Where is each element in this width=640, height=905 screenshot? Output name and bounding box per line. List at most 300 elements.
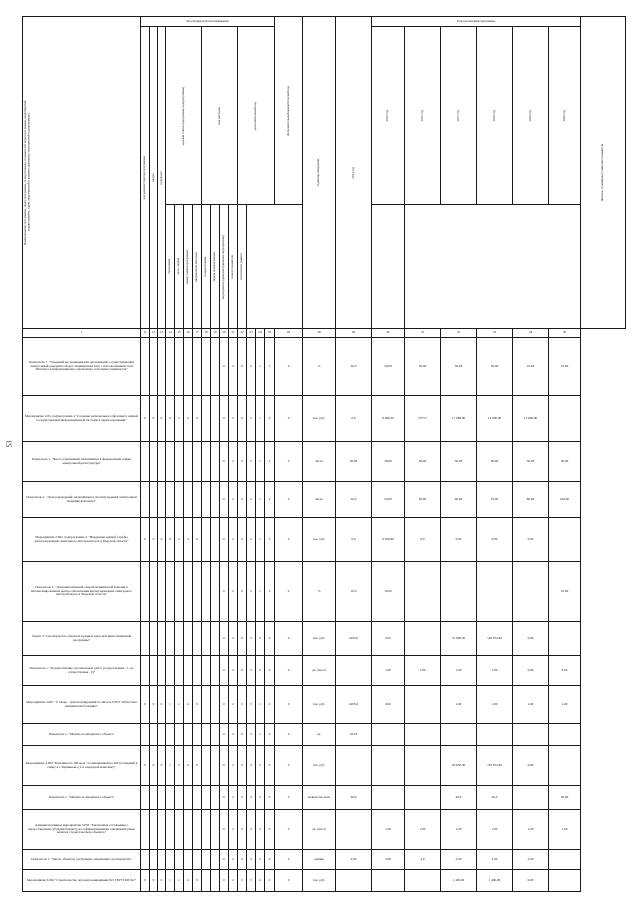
rownum-16: 16 <box>184 329 193 338</box>
row-2018: 20,0 <box>477 786 513 810</box>
row-dop-5: 0 <box>265 686 275 724</box>
header-dop-programma: программа <box>166 205 175 329</box>
row-code-3: 1 <box>166 686 175 724</box>
row-dop-3: 3 <box>247 746 256 786</box>
row-2015: 10,00 <box>372 562 405 622</box>
row-2017: 2,00 <box>441 850 477 870</box>
rownum-19: 19 <box>211 329 220 338</box>
row-2019: 30,00 <box>513 442 549 482</box>
row-unit: единиц <box>303 850 336 870</box>
row-dop-3: 3 <box>247 786 256 810</box>
row-code-2: 0 <box>158 746 166 786</box>
row-code-7 <box>202 656 211 686</box>
row-2019: 80,00 <box>513 482 549 518</box>
row-2017: 1,00 <box>441 686 477 724</box>
row-target <box>549 746 581 786</box>
row-code-2: 0 <box>158 870 166 892</box>
row-2015: 9 950,90 <box>372 518 405 562</box>
row-code-2 <box>158 562 166 622</box>
row-code-4: 2 <box>175 746 184 786</box>
rownum-11: 11 <box>141 329 150 338</box>
row-code-0: 0 <box>141 396 150 442</box>
row-code-4 <box>175 482 184 518</box>
row-2016 <box>405 746 441 786</box>
row-code-2: 0 <box>158 686 166 724</box>
row-code-4 <box>175 850 184 870</box>
row-dop-2: 0 <box>238 396 247 442</box>
row-2016 <box>405 724 441 746</box>
header-code-dop: дополнительный код <box>238 27 275 205</box>
row-2019: 2,00 <box>513 850 549 870</box>
row-code-3 <box>166 562 175 622</box>
rownum-15: 15 <box>175 329 184 338</box>
rownum-29: 29 <box>336 329 372 338</box>
row-2014: 20,0 <box>336 786 372 810</box>
header-year-2020: 2020 год <box>549 27 581 205</box>
table-row <box>23 396 626 442</box>
row-name: Показатель 1. "Осуществление строительных работ (осуществлены - 1, не осуществлены - 0)" <box>23 656 141 686</box>
table-row <box>23 686 626 724</box>
row-code-6 <box>193 562 202 622</box>
row-dop-1: 2 <box>229 746 238 786</box>
header-dop-zadacha: задача подпрограммы <box>211 205 220 329</box>
row-dop-5: 0 <box>265 870 275 892</box>
row-2019: 0,00 <box>513 622 549 656</box>
row-dop-6: 0 <box>275 870 303 892</box>
row-code-5: 4 <box>184 870 193 892</box>
row-dop-3: 3 <box>247 850 256 870</box>
row-code-7 <box>202 482 211 518</box>
row-2018: 12 000,00 <box>477 396 513 442</box>
row-dop-3: 3 <box>247 622 256 656</box>
row-code-0 <box>141 724 150 746</box>
row-dop-1: 2 <box>229 850 238 870</box>
row-dop-6: 0 <box>275 338 303 396</box>
row-unit: число <box>303 442 336 482</box>
row-name: Показатель 7. "Удельный вес медицинских организаций, осуществляющих электронный документооборот медицинских карт с использованием сети Интернет и информационно-справочных сенсорных терминалов" <box>23 338 141 396</box>
row-dop-4: 3 <box>256 850 265 870</box>
row-dop-4: 0 <box>256 622 265 656</box>
row-dop-6: 0 <box>275 810 303 850</box>
row-2017: 1,00 <box>441 656 477 686</box>
row-code-0 <box>141 656 150 686</box>
row-code-4: 2 <box>175 518 184 562</box>
row-dop-5: 3 <box>265 518 275 562</box>
row-dop-6: 0 <box>275 562 303 622</box>
row-code-5: 4 <box>184 746 193 786</box>
row-2014 <box>336 810 372 850</box>
row-code-0 <box>141 810 150 850</box>
row-code-2: 0 <box>158 396 166 442</box>
rownum-22: 22 <box>238 329 247 338</box>
row-name: Показатель 1. "Число учреждений, включённых в федеральный сервис электронной регистратуры" <box>23 442 141 482</box>
row-unit: тыс. руб. <box>303 686 336 724</box>
row-dop-5: 2 <box>265 396 275 442</box>
row-code-1: 9 <box>150 746 158 786</box>
row-2017: 30,00 <box>441 338 477 396</box>
budget-program-table <box>22 16 626 892</box>
row-dop-5: 0 <box>265 786 275 810</box>
header-dop-ispolnenie: исполнение данных <box>238 205 247 329</box>
row-code-2 <box>158 482 166 518</box>
row-code-0: 0 <box>141 746 150 786</box>
row-unit: % <box>303 338 336 396</box>
row-code-0 <box>141 622 150 656</box>
row-code-7 <box>202 396 211 442</box>
rownum-12: 12 <box>150 329 158 338</box>
table-row-numbers <box>23 329 626 338</box>
row-unit: тыс. руб. <box>303 622 336 656</box>
header-dop-nomer-pokazatelya: номер показателя <box>229 205 238 329</box>
header-year-2018: 2018 год <box>477 27 513 205</box>
rownum-13: 13 <box>158 329 166 338</box>
row-2019 <box>513 724 549 746</box>
row-code-8 <box>211 686 220 724</box>
row-2017: 1 400,00 <box>441 870 477 892</box>
row-target: 1,00 <box>549 686 581 724</box>
row-dop-2: 0 <box>238 562 247 622</box>
row-code-6: х <box>193 870 202 892</box>
row-unit: тыс. руб. <box>303 746 336 786</box>
row-2015: 1,00 <box>372 810 405 850</box>
rownum-14: 14 <box>166 329 175 338</box>
row-dop-2: 0 <box>238 622 247 656</box>
row-dop-0: 0 <box>220 482 229 518</box>
row-dop-0: 0 <box>220 850 229 870</box>
row-2017: 26 650,30 <box>441 746 477 786</box>
row-dop-3: 3 <box>247 656 256 686</box>
row-target <box>549 850 581 870</box>
rownum-31: 31 <box>405 329 441 338</box>
row-code-2 <box>158 724 166 746</box>
row-2018: 1 400,00 <box>477 870 513 892</box>
row-dop-0: 0 <box>220 786 229 810</box>
row-2017 <box>441 724 477 746</box>
header-col-name: Наименование программы, задач программы, подпрограммы, показателей задач программы, мероприятий подпрограммы, задач, мероприятий и административных мероприятий подпрограммы <box>23 17 141 329</box>
row-2014 <box>336 746 372 786</box>
row-code-1 <box>150 656 158 686</box>
row-dop-3: 2 <box>247 518 256 562</box>
row-code-4: 2 <box>175 870 184 892</box>
row-dop-6: 0 <box>275 482 303 518</box>
row-2014: 50,0 <box>336 482 372 518</box>
row-dop-1: 2 <box>229 562 238 622</box>
row-dop-4: 1 <box>256 338 265 396</box>
row-2015 <box>372 724 405 746</box>
row-code-4 <box>175 656 184 686</box>
row-dop-3: 2 <box>247 562 256 622</box>
row-target <box>549 518 581 562</box>
row-dop-0: 0 <box>220 338 229 396</box>
row-code-8 <box>211 338 220 396</box>
row-2018: 1,00 <box>477 656 513 686</box>
row-target: 30,00 <box>549 442 581 482</box>
table-row <box>23 870 626 892</box>
row-code-8 <box>211 850 220 870</box>
row-dop-2: 0 <box>238 850 247 870</box>
row-2016 <box>405 686 441 724</box>
row-2016: 7573,7 <box>405 396 441 442</box>
row-dop-0: 0 <box>220 656 229 686</box>
row-dop-6: 0 <box>275 850 303 870</box>
row-target <box>549 870 581 892</box>
row-2019: 12 000,00 <box>513 396 549 442</box>
row-code-4 <box>175 442 184 482</box>
row-2017: 17 086,00 <box>441 396 477 442</box>
header-dop-napravlenie: направление расходов <box>193 205 202 329</box>
row-dop-1: 2 <box>229 724 238 746</box>
row-target <box>549 724 581 746</box>
row-code-7 <box>202 518 211 562</box>
row-dop-4: 0 <box>256 656 265 686</box>
row-2017: 31 090,30 <box>441 622 477 656</box>
row-dop-2: 0 <box>238 518 247 562</box>
row-2015: 50,00 <box>372 338 405 396</box>
row-dop-1: 2 <box>229 338 238 396</box>
rownum-23: 23 <box>247 329 256 338</box>
row-2016 <box>405 786 441 810</box>
row-code-4 <box>175 562 184 622</box>
row-code-3 <box>166 810 175 850</box>
row-2014 <box>336 656 372 686</box>
row-dop-0: 0 <box>220 442 229 482</box>
row-code-5 <box>184 562 193 622</box>
table-row <box>23 850 626 870</box>
row-code-4 <box>175 786 184 810</box>
row-dop-1: 2 <box>229 442 238 482</box>
row-dop-4: 1 <box>256 396 265 442</box>
row-code-3 <box>166 442 175 482</box>
header-code-razdel: раздел <box>150 27 158 329</box>
row-code-8 <box>211 396 220 442</box>
row-dop-3: 3 <box>247 810 256 850</box>
header-code-celevaya: целевая статья (программа, подпрограмма) <box>166 27 202 205</box>
row-2019 <box>513 786 549 810</box>
row-unit: число <box>303 482 336 518</box>
row-dop-2: 0 <box>238 746 247 786</box>
header-group-dop-wide: Дополнительный аналитический код <box>275 17 303 205</box>
row-2015 <box>372 746 405 786</box>
header-dop-nomer-zadachi: номер задачи программы <box>184 205 193 329</box>
rownum-1: 1 <box>23 329 141 338</box>
row-code-6 <box>193 810 202 850</box>
row-dop-6: 0 <box>275 396 303 442</box>
row-code-6 <box>193 850 202 870</box>
row-2017 <box>441 562 477 622</box>
row-code-5 <box>184 656 193 686</box>
row-dop-3: 2 <box>247 338 256 396</box>
row-dop-1: 2 <box>229 810 238 850</box>
header-dop-meropriyatie: мероприятие (административное мероприятие) <box>220 205 229 329</box>
row-dop-1: 2 <box>229 622 238 656</box>
row-code-1 <box>150 482 158 518</box>
rownum-21: 21 <box>229 329 238 338</box>
row-2017: 1,00 <box>441 810 477 850</box>
row-2018: 102 872,60 <box>477 746 513 786</box>
row-2018: 2,00 <box>477 850 513 870</box>
row-code-2 <box>158 786 166 810</box>
header-group-years: Годы реализации программы <box>372 17 581 27</box>
row-2016: 0,0 <box>405 518 441 562</box>
rownum-33: 33 <box>477 329 513 338</box>
row-2019: 1,00 <box>513 810 549 850</box>
row-2017: 30,00 <box>441 442 477 482</box>
row-dop-4: 1 <box>256 686 265 724</box>
row-code-5 <box>184 786 193 810</box>
row-dop-5: 0 <box>265 850 275 870</box>
row-code-7 <box>202 850 211 870</box>
row-dop-6: 0 <box>275 686 303 724</box>
row-code-3: 1 <box>166 870 175 892</box>
row-2016 <box>405 870 441 892</box>
row-dop-4: 1 <box>256 562 265 622</box>
row-2014: 4195,0 <box>336 622 372 656</box>
row-code-2 <box>158 656 166 686</box>
table-row <box>23 562 626 622</box>
row-2016: 50,00 <box>405 482 441 518</box>
row-dop-3: 3 <box>247 724 256 746</box>
header-group-codes: Код-бюджетной классификации <box>141 17 275 27</box>
row-code-1 <box>150 786 158 810</box>
row-2019 <box>513 562 549 622</box>
row-code-3 <box>166 850 175 870</box>
row-2014: 0,0 <box>336 518 372 562</box>
row-code-6 <box>193 338 202 396</box>
row-dop-1: 2 <box>229 482 238 518</box>
row-dop-4: 2 <box>256 786 265 810</box>
row-2019: 0,00 <box>513 518 549 562</box>
row-unit: да-1,нет-0 <box>303 656 336 686</box>
row-dop-1: 2 <box>229 656 238 686</box>
header-year-2014: 2014 год <box>336 17 372 329</box>
row-target: 1,00 <box>549 810 581 850</box>
row-dop-0: 0 <box>220 396 229 442</box>
row-name: Мероприятие 3.001 "Г. Тверь - транспортируемый госпиталь ГБУЗ "Областная клиническая больница" <box>23 686 141 724</box>
row-code-3 <box>166 786 175 810</box>
row-unit: % <box>303 562 336 622</box>
row-2018: 194 072,60 <box>477 622 513 656</box>
row-dop-2: 0 <box>238 870 247 892</box>
row-target: 10,00 <box>549 338 581 396</box>
row-dop-3: 3 <box>247 870 256 892</box>
row-2014: 0,0 <box>336 396 372 442</box>
row-dop-3: 3 <box>247 686 256 724</box>
header-dop-podprogramma: подпрограмма <box>202 205 211 329</box>
row-2018: 30,00 <box>477 442 513 482</box>
row-code-0 <box>141 482 150 518</box>
rownum-28: 28 <box>303 329 336 338</box>
row-2018: 1,00 <box>477 810 513 850</box>
table-header-row-1 <box>23 17 626 27</box>
row-dop-0: 0 <box>220 810 229 850</box>
row-code-7 <box>202 746 211 786</box>
row-code-7 <box>202 786 211 810</box>
row-2019: 0,00 <box>513 656 549 686</box>
row-code-8 <box>211 656 220 686</box>
row-2015: 39,00 <box>372 442 405 482</box>
row-code-4 <box>175 810 184 850</box>
row-dop-4: 1 <box>256 518 265 562</box>
row-code-5 <box>184 622 193 656</box>
row-2015: 8 660,20 <box>372 396 405 442</box>
row-code-0 <box>141 850 150 870</box>
row-code-1: 9 <box>150 870 158 892</box>
row-code-8 <box>211 622 220 656</box>
row-code-3: 9 <box>166 518 175 562</box>
row-2016: 30,00 <box>405 338 441 396</box>
table-row <box>23 518 626 562</box>
row-dop-2: 0 <box>238 482 247 518</box>
row-dop-1: 2 <box>229 396 238 442</box>
row-dop-4: 1 <box>256 724 265 746</box>
rownum-25: 25 <box>265 329 275 338</box>
header-unit: Единица измерения <box>303 17 336 329</box>
row-code-3: 1 <box>166 746 175 786</box>
row-code-5: 4 <box>184 686 193 724</box>
row-code-4 <box>175 338 184 396</box>
row-name: Мероприятие 2.002. подпрограмма 4. "Внедрение единой службы диспетчеризации санитарного автотранспорта в Тверской области" <box>23 518 141 562</box>
row-code-5 <box>184 338 193 396</box>
row-code-7 <box>202 622 211 656</box>
row-name: Мероприятие 2.03. подпрограмма 4 "Создание регионального фрагмента единой государственной информационной системы в здравоохранении" <box>23 396 141 442</box>
table-row <box>23 482 626 518</box>
row-unit: тыс. руб. <box>303 870 336 892</box>
row-dop-1: 2 <box>229 870 238 892</box>
row-2014 <box>336 870 372 892</box>
table-row <box>23 338 626 396</box>
page-number: 53 <box>5 440 14 448</box>
row-2019: 10,00 <box>513 338 549 396</box>
header-code-podrazdel: подраздел <box>158 27 166 329</box>
row-code-3: 9 <box>166 396 175 442</box>
row-code-8 <box>211 746 220 786</box>
row-code-6 <box>193 786 202 810</box>
row-2018 <box>477 724 513 746</box>
row-code-7 <box>202 562 211 622</box>
row-code-5 <box>184 482 193 518</box>
row-2016: 1,00 <box>405 810 441 850</box>
rownum-30: 30 <box>372 329 405 338</box>
row-2015: 20,0 <box>372 686 405 724</box>
row-2018: 0,00 <box>477 518 513 562</box>
row-code-7 <box>202 686 211 724</box>
row-2014: 30,0 <box>336 338 372 396</box>
row-code-1 <box>150 622 158 656</box>
row-unit: да-1,нет-0 <box>303 810 336 850</box>
row-dop-5: 0 <box>265 810 275 850</box>
row-2015 <box>372 870 405 892</box>
rownum-20: 20 <box>220 329 229 338</box>
row-dop-4: 4 <box>256 870 265 892</box>
rownum-32: 32 <box>441 329 477 338</box>
row-dop-3: 2 <box>247 482 256 518</box>
row-code-7 <box>202 338 211 396</box>
row-code-1: 9 <box>150 686 158 724</box>
row-code-8 <box>211 442 220 482</box>
row-code-8 <box>211 482 220 518</box>
row-code-8 <box>211 724 220 746</box>
row-dop-5: 2 <box>265 442 275 482</box>
row-unit: ед. <box>303 724 336 746</box>
row-dop-6: 0 <box>275 622 303 656</box>
row-dop-0: 0 <box>220 746 229 786</box>
row-code-3 <box>166 622 175 656</box>
row-code-8 <box>211 518 220 562</box>
row-2017: 60,00 <box>441 482 477 518</box>
row-code-8 <box>211 810 220 850</box>
header-target-value: Целевое (суммарное) значение показателя <box>581 17 626 329</box>
row-code-8 <box>211 786 220 810</box>
